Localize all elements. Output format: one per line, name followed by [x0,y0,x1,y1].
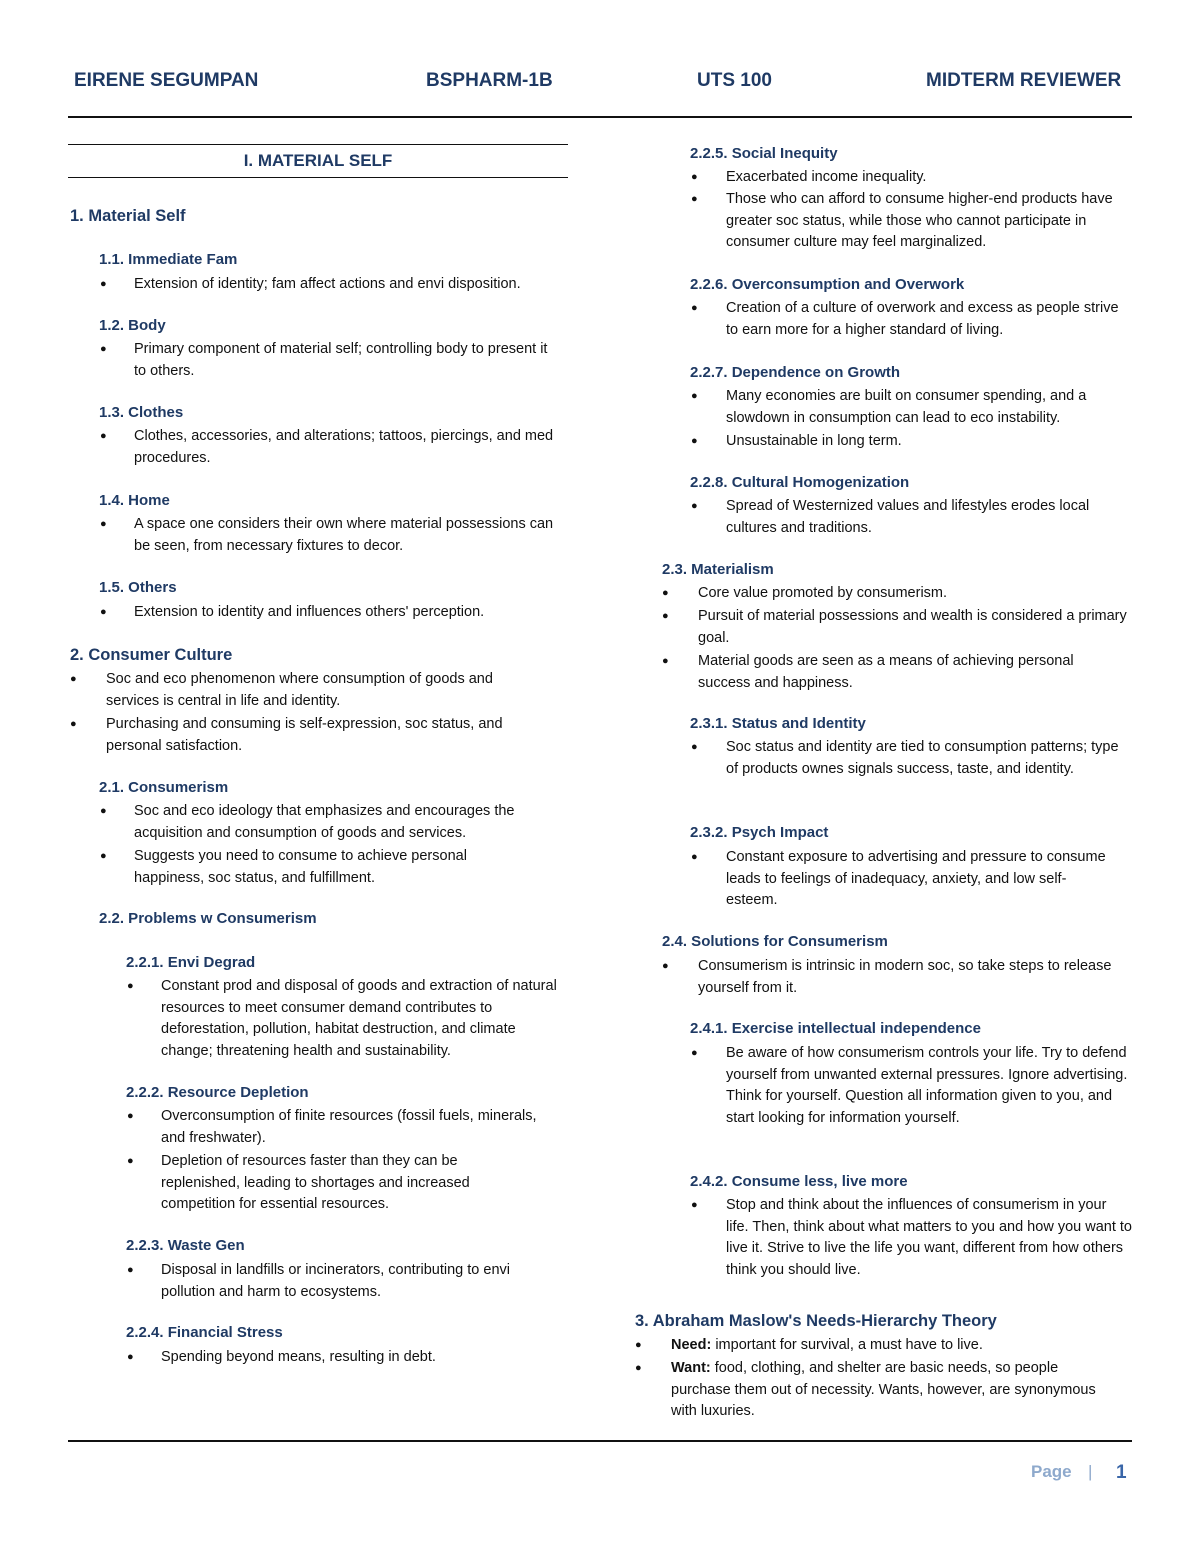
heading-immediate-fam: 1.1. Immediate Fam [99,251,238,268]
bullet: ● [691,1199,698,1211]
footer-page-number: 1 [1116,1462,1127,1483]
heading-clothes: 1.3. Clothes [99,404,184,421]
bullet: ● [635,1362,642,1374]
list-item: Clothes, accessories, and alterations; tattoos, piercings, and med procedures. [134,428,554,466]
list-item: Spending beyond means, resulting in debt. [161,1349,436,1365]
bullet: ● [100,805,107,817]
list-item: Creation of a culture of overwork and excess as people strive to earn more for a higher standard of living. [726,300,1119,338]
bullet: ● [691,851,698,863]
list-item: Constant exposure to advertising and pressure to consume leads to feelings of inadequacy, anxiety, and low self-esteem. [726,849,1106,908]
bullet: ● [100,606,107,618]
list-item: Purchasing and consuming is self-expression, soc status, and personal satisfaction. [106,716,503,754]
list-item: Overconsumption of finite resources (fossil fuels, minerals, and freshwater). [161,1108,537,1146]
heading-financial-stress: 2.2.4. Financial Stress [126,1324,283,1341]
heading-maslow-theory: 3. Abraham Maslow's Needs-Hierarchy Theory [635,1312,997,1330]
list-item: A space one considers their own where material possessions can be seen, from necessary fixtures to decor. [134,516,554,554]
list-item: Constant prod and disposal of goods and extraction of natural resources to meet consumer demand contributes to deforestation, pollution, habitat destruction, and climate change; threatening health and sustainability. [161,978,557,1059]
list-item: Extension of identity; fam affect actions and envi disposition. [134,276,521,292]
heading-envi-degrad: 2.2.1. Envi Degrad [126,954,256,971]
header-section: BSPHARM-1B [426,70,553,91]
bullet: ● [662,587,669,599]
list-item: Exacerbated income inequality. [726,169,927,185]
heading-solutions-consumerism: 2.4. Solutions for Consumerism [662,933,888,950]
bullet: ● [127,1110,134,1122]
list-item: Soc and eco ideology that emphasizes and encourages the acquisition and consumption of goods and services. [134,803,515,841]
list-item-want [671,1358,1111,1423]
heading-others: 1.5. Others [99,579,177,596]
need-label: Need: [671,1337,712,1353]
heading-waste-gen: 2.2.3. Waste Gen [126,1237,245,1254]
list-item: Those who can afford to consume higher-end products have greater soc status, while those who cannot participate in consumer culture may feel marginalized. [726,191,1113,250]
heading-consumerism: 2.1. Consumerism [99,779,229,796]
heading-dependence-growth: 2.2.7. Dependence on Growth [690,364,901,381]
bullet: ● [100,430,107,442]
want-label: Want: [671,1360,711,1376]
bullet: ● [662,610,669,622]
header-rule [68,116,1132,118]
list-item: Extension to identity and influences others' perception. [134,604,485,620]
heading-home: 1.4. Home [99,492,170,509]
bullet: ● [691,193,698,205]
list-item: Unsustainable in long term. [726,433,902,449]
list-item: Disposal in landfills or incinerators, contributing to envi pollution and harm to ecosystems. [161,1262,510,1300]
list-item: Material goods are seen as a means of achieving personal success and happiness. [698,653,1074,691]
need-text: important for survival, a must have to live. [711,1337,983,1353]
bullet: ● [662,960,669,972]
bullet: ● [127,1264,134,1276]
section-title: I. MATERIAL SELF [68,144,568,178]
heading-intellectual-independence: 2.4.1. Exercise intellectual independence [690,1020,981,1037]
heading-status-identity: 2.3.1. Status and Identity [690,715,866,732]
bullet: ● [70,718,77,730]
list-item: Depletion of resources faster than they can be replenished, leading to shortages and increased competition for essential resources. [161,1153,470,1212]
bullet: ● [100,850,107,862]
want-text: food, clothing, and shelter are basic needs, so people purchase them out of necessity. Wants, however, are synonymous with luxuries. [671,1360,1096,1419]
bullet: ● [100,518,107,530]
footer-separator: | [1088,1462,1093,1481]
list-item: Spread of Westernized values and lifestyles erodes local cultures and traditions. [726,498,1090,536]
list-item: Soc status and identity are tied to consumption patterns; type of products ownes signals success, taste, and identity. [726,739,1119,777]
bullet: ● [100,278,107,290]
heading-resource-depletion: 2.2.2. Resource Depletion [126,1084,309,1101]
bullet: ● [127,1351,134,1363]
bullet: ● [691,171,698,183]
list-item-need [671,1335,1111,1357]
list-item: Pursuit of material possessions and wealth is considered a primary goal. [698,608,1127,646]
bullet: ● [691,302,698,314]
bullet: ● [127,980,134,992]
heading-body: 1.2. Body [99,317,166,334]
list-item: Be aware of how consumerism controls your life. Try to defend yourself from unwanted external pressures. Ignore advertising. Think for yourself. Question all information given to you, and start looking for information yourself. [726,1045,1128,1126]
list-item: Stop and think about the influences of consumerism in your life. Then, think about what matters to you and how you want to live it. Strive to live the life you want, different from how others think you should live. [726,1197,1132,1278]
list-item: Many economies are built on consumer spending, and a slowdown in consumption can lead to eco instability. [726,388,1087,426]
heading-consume-less: 2.4.2. Consume less, live more [690,1173,908,1190]
heading-overconsumption-overwork: 2.2.6. Overconsumption and Overwork [690,276,965,293]
heading-social-inequity: 2.2.5. Social Inequity [690,145,838,162]
bullet: ● [70,673,77,685]
bullet: ● [691,741,698,753]
bullet: ● [100,343,107,355]
list-item: Core value promoted by consumerism. [698,585,948,601]
heading-cultural-homogenization: 2.2.8. Cultural Homogenization [690,474,910,491]
heading-consumer-culture: 2. Consumer Culture [70,646,233,664]
heading-materialism: 2.3. Materialism [662,561,774,578]
list-item: Soc and eco phenomenon where consumption of goods and services is central in life and identity. [106,671,493,709]
bullet: ● [691,435,698,447]
footer-page-label: Page [1031,1462,1072,1481]
header-name: EIRENE SEGUMPAN [74,70,259,91]
bullet: ● [662,655,669,667]
bullet: ● [127,1155,134,1167]
list-item: Primary component of material self; controlling body to present it to others. [134,341,548,379]
bullet: ● [635,1339,642,1351]
heading-problems-consumerism: 2.2. Problems w Consumerism [99,910,317,927]
bullet: ● [691,1047,698,1059]
heading-material-self: 1. Material Self [70,207,186,225]
bullet: ● [691,500,698,512]
list-item: Suggests you need to consume to achieve personal happiness, soc status, and fulfillment. [134,848,467,886]
header-doc-title: MIDTERM REVIEWER [926,70,1122,91]
list-item: Consumerism is intrinsic in modern soc, so take steps to release yourself from it. [698,958,1112,996]
bullet: ● [691,390,698,402]
header-course: UTS 100 [697,70,772,91]
footer-rule [68,1440,1132,1442]
heading-psych-impact: 2.3.2. Psych Impact [690,824,829,841]
